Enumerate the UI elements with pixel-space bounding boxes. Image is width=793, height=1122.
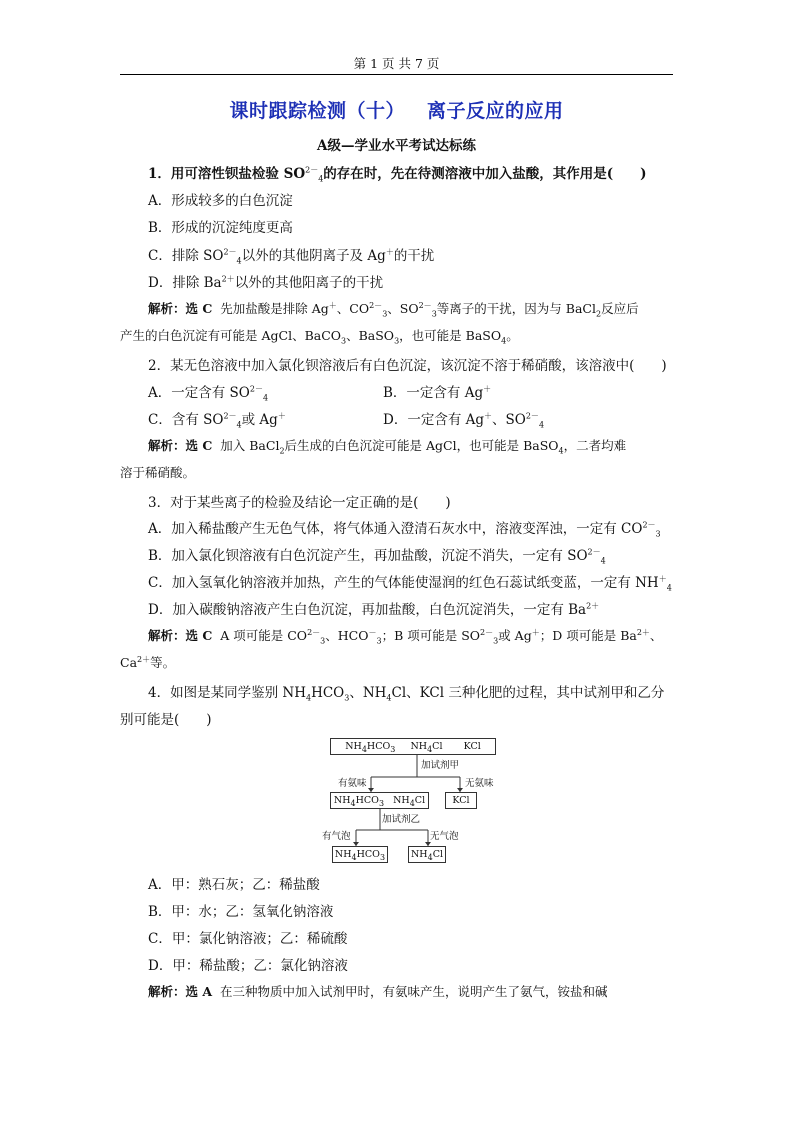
q4-option-c: C．甲：氯化钠溶液；乙：稀硫酸 — [148, 931, 348, 947]
q2-option-a: A．一定含有 $SO^{2-}_4$ — [148, 384, 269, 403]
q2-option-b: B．一定含有 Ag＋ — [383, 384, 492, 401]
identification-flowchart — [322, 737, 505, 865]
q3-option-c: C．加入氢氧化钠溶液并加热，产生的气体能使湿润的红色石蕊试纸变蓝，一定有 $NH^+_4$ — [148, 574, 672, 593]
q4-stem: 4．如图是某同学鉴别 $NH_4HCO_3$、$NH_4Cl$、KCl 三种化肥的过程，其中试剂甲和乙分 — [148, 685, 665, 703]
q3-option-a: A．加入稀盐酸产生无色气体，将气体通入澄清石灰水中，溶液变浑浊，一定有 $CO^{2-}_3$ — [148, 520, 661, 539]
flow-box-nh4cl: $NH_4Cl$ — [408, 846, 446, 863]
flow-label-reagent-jia: 加试剂甲 — [421, 760, 460, 771]
flow-box-three-fertilizers: $NH_4HCO_3$ $NH_4Cl$ KCl — [330, 738, 496, 755]
q1-option-a: A．形成较多的白色沉淀 — [148, 193, 293, 209]
q3-option-d: D．加入碳酸钠溶液产生白色沉淀，再加盐酸，白色沉淀消失，一定有 $Ba^{2+}$ — [148, 601, 600, 618]
q1-analysis: 解析：选 C 先加盐酸是排除 Ag＋、$CO^{2-}_3$、$SO^{2-}_3$等离子的干扰，因为与 BaCl$_2$反应后 — [148, 300, 639, 319]
header-divider — [120, 74, 673, 75]
title-main: 课时跟踪检测（十） — [229, 100, 405, 122]
flow-box-ammonium-salts: $NH_4HCO_3$ $NH_4Cl$ — [330, 792, 429, 809]
q4-analysis: 解析：选 A 在三种物质中加入试剂甲时，有氨味产生，说明产生了氨气，铵盐和碱 — [148, 984, 608, 999]
q4-option-d: D．甲：稀盐酸；乙：氯化钠溶液 — [148, 958, 348, 974]
page-title — [120, 96, 673, 123]
q3-analysis: 解析：选 C A 项可能是 $CO^{2-}_3$、$HCO^-_3$；B 项可能是 $SO^{2-}_3$或 Ag＋；D 项可能是 $Ba^{2+}$、 — [148, 627, 663, 646]
flow-label-no-bubbles: 无气泡 — [430, 831, 459, 842]
q4-option-b: B．甲：水；乙：氢氧化钠溶液 — [148, 904, 334, 920]
q2-analysis: 解析：选 C 加入 BaCl$_2$后生成的白色沉淀可能是 AgCl，也可能是 BaSO$_4$，二者均难 — [148, 438, 627, 456]
q2-option-d: D．一定含有 Ag＋、$SO^{2-}_4$ — [383, 411, 545, 430]
q1-stem: 1．用可溶性钡盐检验 $SO^{2-}_4$的存在时，先在待测溶液中加入盐酸，其作用是( ) — [148, 165, 647, 184]
flow-label-reagent-yi: 加试剂乙 — [382, 814, 421, 825]
flow-label-bubbles: 有气泡 — [322, 831, 351, 842]
q1-option-d: D．排除 $Ba^{2+}$以外的其他阳离子的干扰 — [148, 274, 384, 291]
q1-option-b: B．形成的沉淀纯度更高 — [148, 220, 293, 236]
page-header: 第 1 页 共 7 页 — [353, 56, 440, 71]
q1-analysis-cont: 产生的白色沉淀有可能是 AgCl、BaCO$_3$、BaSO$_3$，也可能是 BaSO$_4$。 — [120, 328, 519, 346]
q3-analysis-cont: $Ca^{2+}$等。 — [120, 654, 176, 670]
title-sub: 离子反应的应用 — [427, 100, 564, 122]
flow-box-nh4hco3: $NH_4HCO_3$ — [332, 846, 388, 863]
flow-label-ammonia-smell: 有氨味 — [338, 778, 367, 789]
q2-option-c: C．含有 $SO^{2-}_4$或 Ag＋ — [148, 411, 286, 430]
q4-option-a: A．甲：熟石灰；乙：稀盐酸 — [148, 877, 320, 893]
q2-analysis-cont: 溶于稀硝酸。 — [120, 465, 196, 480]
q3-stem: 3．对于某些离子的检验及结论一定正确的是( ) — [148, 495, 451, 511]
q2-stem: 2．某无色溶液中加入氯化钡溶液后有白色沉淀，该沉淀不溶于稀硝酸，该溶液中( ) — [148, 358, 667, 374]
q4-stem-cont: 别可能是( ) — [120, 712, 212, 728]
flow-label-no-ammonia: 无氨味 — [465, 778, 494, 789]
flow-box-kcl: KCl — [445, 792, 477, 809]
section-heading: A级—学业水平考试达标练 — [317, 138, 476, 154]
q1-option-c: C．排除 $SO^{2-}_4$以外的其他阴离子及 Ag＋的干扰 — [148, 247, 435, 266]
q3-option-b: B．加入氯化钡溶液有白色沉淀产生，再加盐酸，沉淀不消失，一定有 $SO^{2-}_4$ — [148, 547, 606, 566]
